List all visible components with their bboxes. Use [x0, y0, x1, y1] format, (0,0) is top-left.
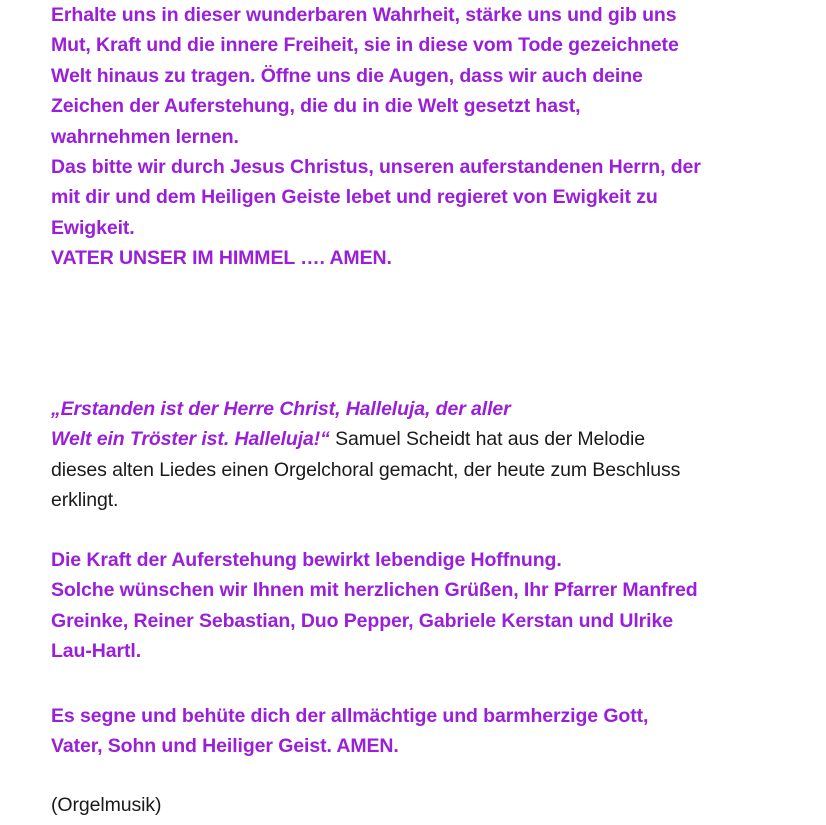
- organ-music-label: (Orgelmusik): [51, 794, 162, 816]
- greeting-paragraph: [51, 545, 698, 667]
- greeting-line: Lau-Hartl.: [51, 640, 142, 663]
- prayer-line: Mut, Kraft und die innere Freiheit, sie in diese vom Tode gezeichnete: [51, 34, 679, 57]
- prayer-line: Das bitte wir durch Jesus Christus, unseren auferstandenen Herrn, der: [51, 156, 701, 179]
- lords-prayer-line: VATER UNSER IM HIMMEL …. AMEN.: [51, 247, 392, 270]
- blessing-line: Vater, Sohn und Heiliger Geist. AMEN.: [51, 735, 399, 758]
- prayer-line: Ewigkeit.: [51, 216, 135, 239]
- prayer-line: Zeichen der Auferstehung, die du in die Welt gesetzt hast,: [51, 95, 581, 118]
- organ-music-note: [51, 790, 161, 820]
- blessing-line: Es segne und behüte dich der allmächtige und barmherzige Gott,: [51, 705, 649, 727]
- hymn-quote-line: „Erstanden ist der Herre Christ, Halleluja, der aller: [51, 398, 511, 420]
- hymn-paragraph: [51, 394, 680, 516]
- hymn-quote-line: Welt ein Tröster ist. Halleluja!“: [51, 428, 330, 451]
- greeting-line: Solche wünschen wir Ihnen mit herzlichen Grüßen, Ihr Pfarrer Manfred: [51, 579, 698, 602]
- prayer-paragraph: [51, 0, 701, 274]
- prayer-line: wahrnehmen lernen.: [51, 125, 239, 148]
- hymn-description: erklingt.: [51, 489, 119, 512]
- hymn-description: dieses alten Liedes einen Orgelchoral gemacht, der heute zum Beschluss: [51, 458, 681, 481]
- blessing-paragraph: [51, 701, 648, 762]
- prayer-line: Erhalte uns in dieser wunderbaren Wahrheit, stärke uns und gib uns: [51, 4, 677, 26]
- prayer-line: Welt hinaus zu tragen. Öffne uns die Augen, dass wir auch deine: [51, 64, 643, 87]
- greeting-line: Die Kraft der Auferstehung bewirkt lebendige Hoffnung.: [51, 549, 562, 571]
- hymn-description: Samuel Scheidt hat aus der Melodie: [329, 428, 645, 451]
- greeting-line: Greinke, Reiner Sebastian, Duo Pepper, Gabriele Kerstan und Ulrike: [51, 609, 673, 632]
- prayer-line: mit dir und dem Heiligen Geiste lebet und regieret von Ewigkeit zu: [51, 186, 658, 209]
- hymn-mixed-line: [51, 424, 680, 454]
